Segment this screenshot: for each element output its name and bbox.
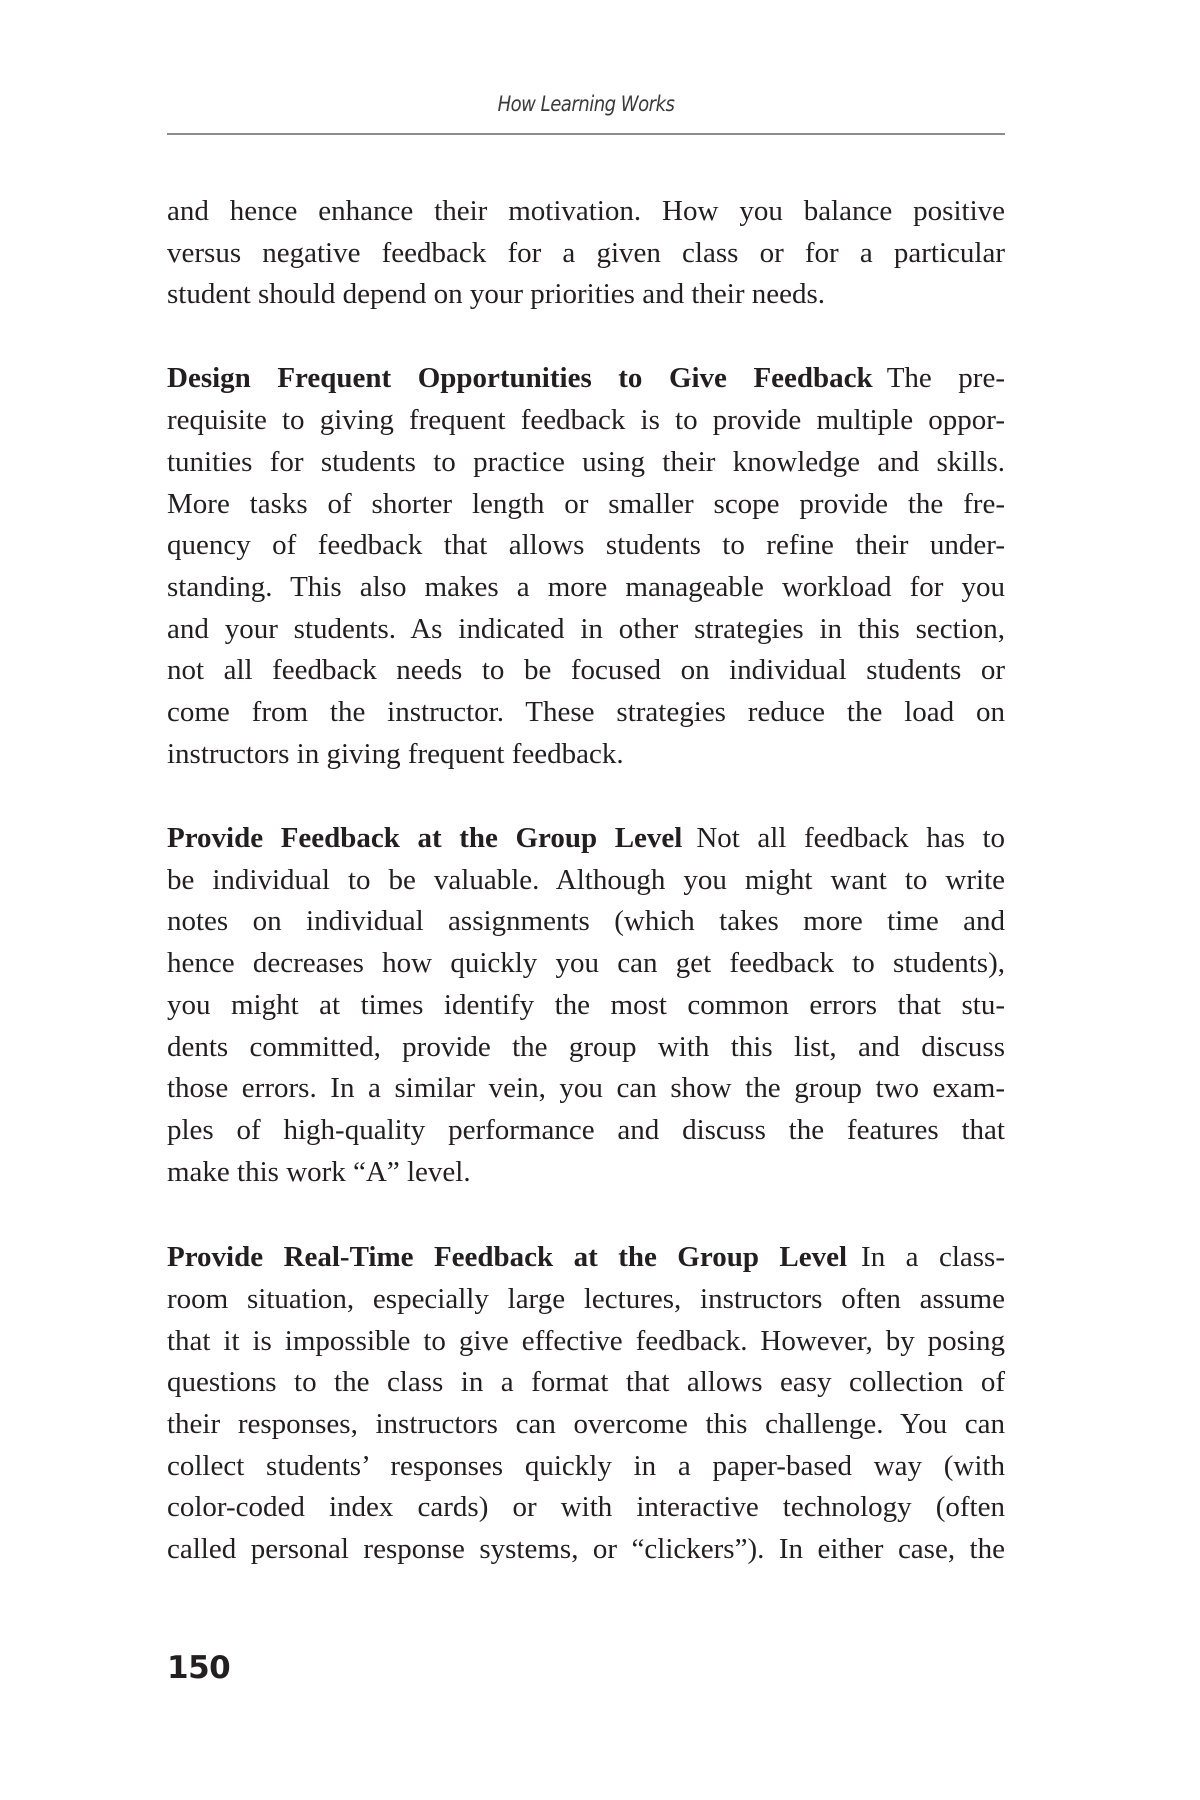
text-line: instructors in giving frequent feedback.: [167, 738, 624, 770]
text-line: be individual to be valuable. Although you might want to write: [167, 864, 1005, 896]
text-line: called personal response systems, or “clickers”). In either case, the: [167, 1533, 1005, 1565]
page-number: 150: [167, 1650, 231, 1686]
run-in-heading: Design Frequent Opportunities to Give Feedback: [167, 362, 873, 394]
text-line: you might at times identify the most common errors that stu-: [167, 989, 1005, 1021]
text-line: room situation, especially large lectures, instructors often assume: [167, 1283, 1005, 1315]
text-line: collect students’ responses quickly in a paper-based way (with: [167, 1450, 1005, 1482]
text-run: Not all feedback has to: [696, 822, 1005, 854]
text-line: questions to the class in a format that allows easy collection of: [167, 1366, 1005, 1398]
text-run: The pre-: [886, 362, 1005, 394]
text-line: not all feedback needs to be focused on individual students or: [167, 654, 1005, 686]
text-line: and your students. As indicated in other strategies in this section,: [167, 613, 1005, 645]
text-line: color-coded index cards) or with interactive technology (often: [167, 1491, 1005, 1523]
text-line: tunities for students to practice using their knowledge and skills.: [167, 446, 1005, 478]
heading-line: [167, 817, 1005, 859]
text-line: come from the instructor. These strategies reduce the load on: [167, 696, 1005, 728]
header-rule: [167, 133, 1005, 135]
text-line: standing. This also makes a more manageable workload for you: [167, 571, 1005, 603]
text-line: quency of feedback that allows students to refine their under-: [167, 529, 1005, 561]
text-line: More tasks of shorter length or smaller scope provide the fre-: [167, 488, 1005, 520]
text-run: In a class-: [861, 1241, 1005, 1273]
text-line: notes on individual assignments (which takes more time and: [167, 905, 1005, 937]
running-header-title: How Learning Works: [497, 92, 675, 116]
text-line: their responses, instructors can overcome this challenge. You can: [167, 1408, 1005, 1440]
run-in-heading: Provide Feedback at the Group Level: [167, 822, 683, 854]
heading-line: [167, 1236, 1005, 1278]
text-line: ples of high-quality performance and discuss the features that: [167, 1114, 1005, 1146]
text-line: hence decreases how quickly you can get feedback to students),: [167, 947, 1005, 979]
text-line: student should depend on your priorities and their needs.: [167, 278, 826, 310]
text-line: and hence enhance their motivation. How you balance positive: [167, 195, 1005, 227]
text-line: requisite to giving frequent feedback is to provide multiple oppor-: [167, 404, 1005, 436]
text-line: that it is impossible to give effective feedback. However, by posing: [167, 1325, 1005, 1357]
text-line: dents committed, provide the group with this list, and discuss: [167, 1031, 1005, 1063]
heading-line: [167, 357, 1005, 399]
run-in-heading: Provide Real-Time Feedback at the Group Level: [167, 1241, 848, 1273]
text-line: versus negative feedback for a given class or for a particular: [167, 237, 1005, 269]
text-line: those errors. In a similar vein, you can show the group two exam-: [167, 1072, 1005, 1104]
text-line: make this work “A” level.: [167, 1156, 471, 1188]
